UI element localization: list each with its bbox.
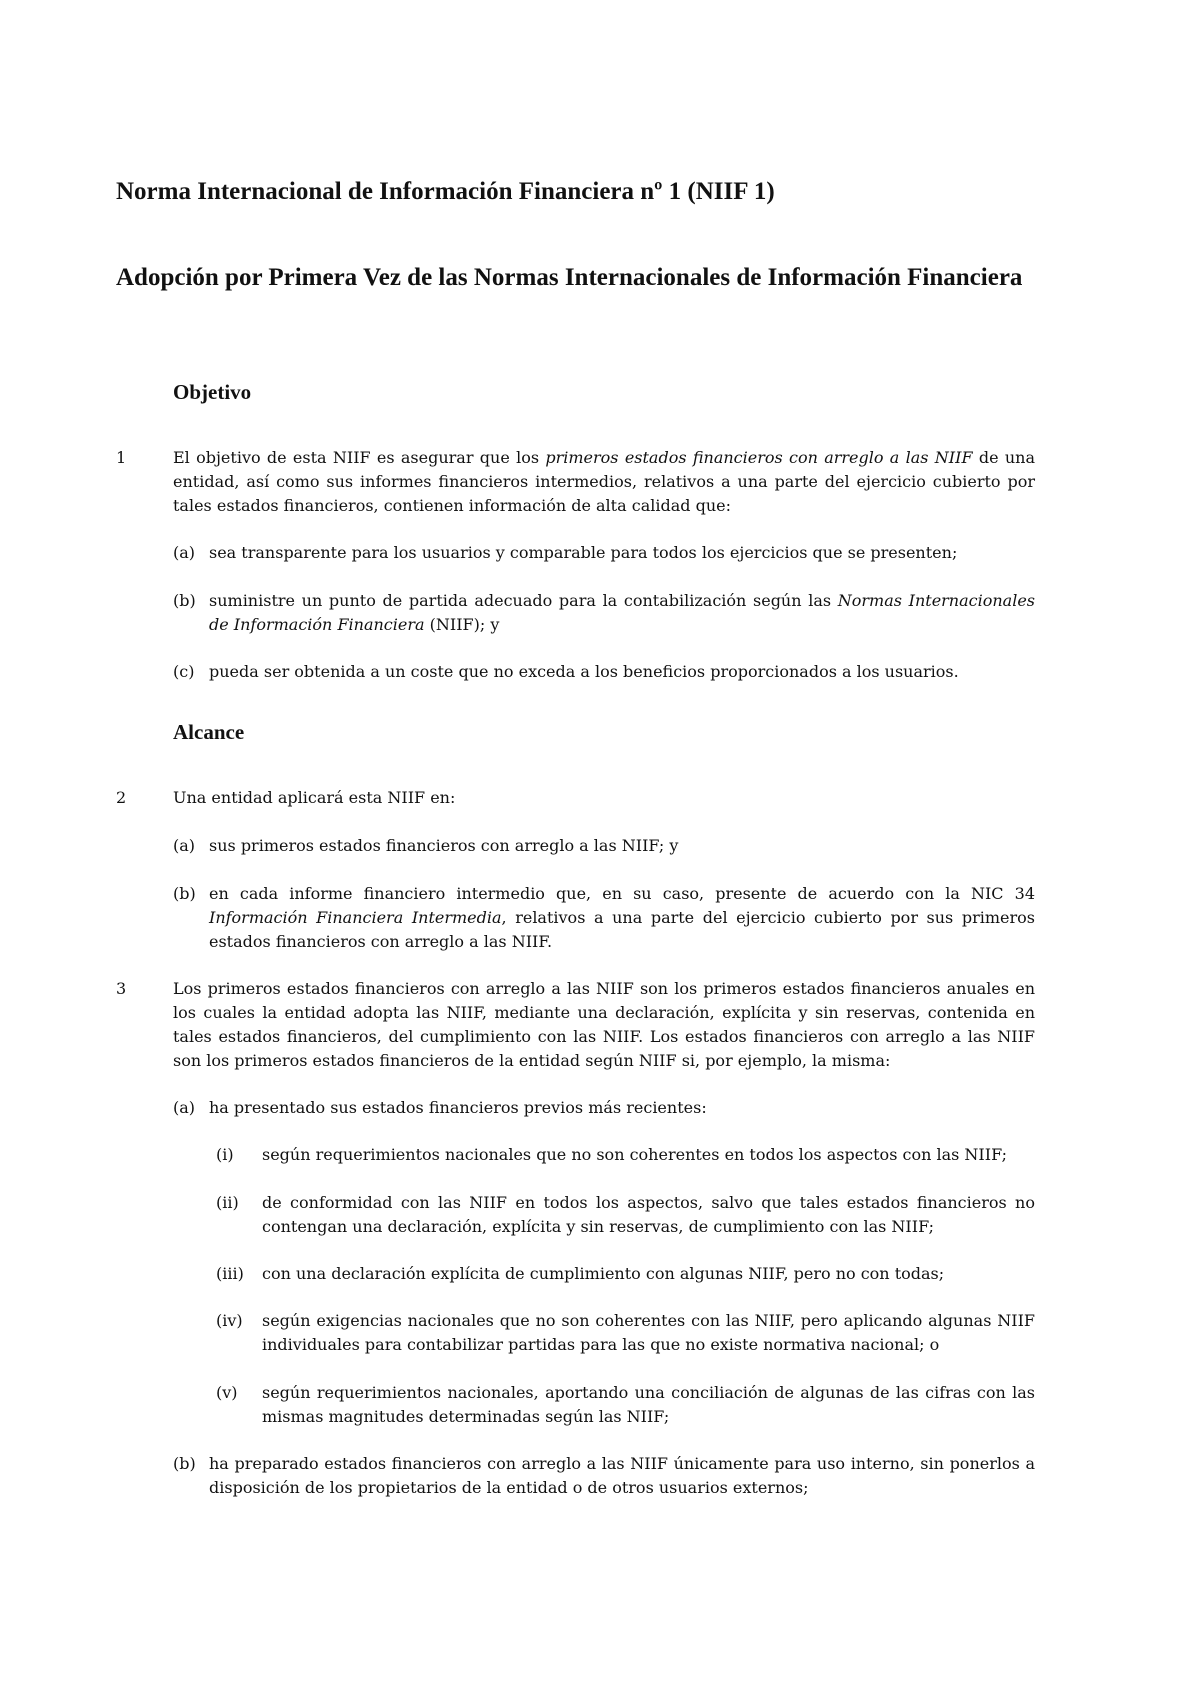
paragraph-text: El objetivo de esta NIIF es asegurar que los xyxy=(173,448,546,467)
item-text: suministre un punto de partida adecuado para la contabilización según las xyxy=(209,591,838,610)
document-title: Norma Internacional de Información Financiera nº 1 (NIIF 1) xyxy=(116,178,775,205)
paragraph-text: de una entidad, así como sus informes financieros intermedios, relativos a una parte del ejercicio cubierto por tales estados financieros, contienen información de alta calidad que: xyxy=(173,448,1036,515)
subitem-ii: de conformidad con las NIIF en todos los aspectos, salvo que tales estados financieros no contengan una declaración, explícita y sin reservas, de cumplimiento con las NIIF; xyxy=(262,1193,1035,1236)
item-label: (a) xyxy=(173,543,196,562)
paragraph-number: 2 xyxy=(116,788,127,807)
standard-name: Información Financiera Intermedia xyxy=(209,908,502,927)
standard-name: Normas Internacionales de Información Financiera xyxy=(209,591,1036,634)
subitem-label: (v) xyxy=(216,1383,238,1402)
item-b xyxy=(209,589,1035,637)
subitem-label: (iii) xyxy=(216,1264,244,1283)
section-heading-objetivo: Objetivo xyxy=(173,380,252,404)
item-b xyxy=(209,882,1035,954)
item-label: (b) xyxy=(173,1454,196,1473)
paragraph-3: Los primeros estados financieros con arreglo a las NIIF son los primeros estados financieros anuales en los cuales la entidad adopta las NIIF, mediante una declaración, explícita y sin reservas, contenida en tales estados financieros, del cumplimiento con las NIIF. Los estados financieros con arreglo a las NIIF son los primeros estados financieros de la entidad según NIIF si, por ejemplo, la misma: xyxy=(173,979,1035,1070)
subitem-label: (ii) xyxy=(216,1193,239,1212)
item-label: (b) xyxy=(173,884,196,903)
subitem-v: según requerimientos nacionales, aportando una conciliación de algunas de las cifras con las mismas magnitudes determinadas según las NIIF; xyxy=(262,1383,1035,1426)
subitem-label: (i) xyxy=(216,1145,234,1164)
paragraph-1 xyxy=(173,446,1035,518)
item-b: ha preparado estados financieros con arreglo a las NIIF únicamente para uso interno, sin ponerlos a disposición de los propietarios de la entidad o de otros usuarios externos; xyxy=(209,1454,1035,1497)
item-a: ha presentado sus estados financieros previos más recientes: xyxy=(209,1098,707,1117)
item-label: (c) xyxy=(173,662,195,681)
paragraph-2: Una entidad aplicará esta NIIF en: xyxy=(173,788,456,807)
item-text: (NIIF); y xyxy=(424,615,500,634)
item-c: pueda ser obtenida a un coste que no exceda a los beneficios proporcionados a los usuarios. xyxy=(209,662,959,681)
item-label: (b) xyxy=(173,591,196,610)
subitem-iii: con una declaración explícita de cumplimiento con algunas NIIF, pero no con todas; xyxy=(262,1264,945,1283)
document-subtitle: Adopción por Primera Vez de las Normas Internacionales de Información Financiera xyxy=(116,264,1023,291)
item-a: sus primeros estados financieros con arreglo a las NIIF; y xyxy=(209,836,679,855)
paragraph-number: 3 xyxy=(116,979,127,998)
item-text: en cada informe financiero intermedio que, en su caso, presente de acuerdo con la NIC 34 xyxy=(209,884,1035,903)
subitem-iv: según exigencias nacionales que no son coherentes con las NIIF, pero aplicando algunas NIIF individuales para contabilizar partidas para las que no existe normativa nacional; o xyxy=(262,1311,1035,1354)
defined-term: primeros estados financieros con arreglo a las NIIF xyxy=(545,448,973,467)
section-heading-alcance: Alcance xyxy=(173,720,245,744)
item-label: (a) xyxy=(173,1098,196,1117)
subitem-label: (iv) xyxy=(216,1311,243,1330)
item-a: sea transparente para los usuarios y comparable para todos los ejercicios que se presenten; xyxy=(209,543,958,562)
paragraph-number: 1 xyxy=(116,448,127,467)
subitem-i: según requerimientos nacionales que no son coherentes en todos los aspectos con las NIIF; xyxy=(262,1145,1007,1164)
item-text: , relativos a una parte del ejercicio cubierto por sus primeros estados financieros con arreglo a las NIIF. xyxy=(209,908,1035,951)
item-label: (a) xyxy=(173,836,196,855)
